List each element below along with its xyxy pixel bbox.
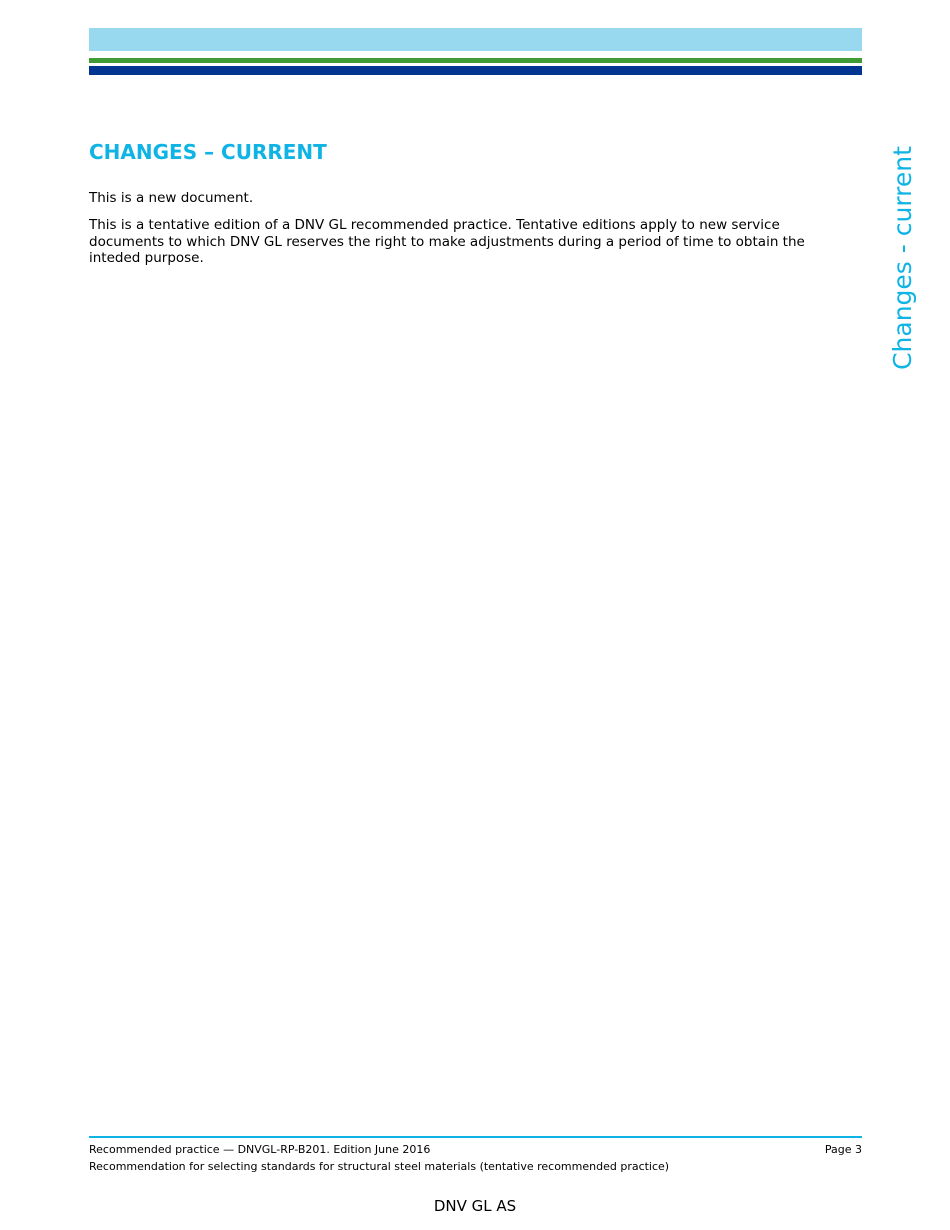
footer-rule [89,1136,862,1138]
side-tab-label: Changes - current [888,146,917,370]
header-band-light-blue [89,28,862,51]
header-band-green [89,58,862,63]
footer-doc-line: Recommended practice — DNVGL-RP-B201. Edition June 2016 [89,1143,431,1156]
footer-title-line: Recommendation for selecting standards for structural steel materials (tentative recommended practice) [89,1160,670,1173]
footer-page-number: Page 3 [824,1143,862,1156]
paragraph-tentative-edition: This is a tentative edition of a DNV GL recommended practice. Tentative editions apply to new service documents to which DNV GL reserves the right to make adjustments during a period of time to obtain the inteded purpose. [89,217,805,266]
header-band-navy [89,66,862,75]
company-name: DNV GL AS [433,1197,517,1215]
section-heading: CHANGES – CURRENT [89,140,327,164]
paragraph-new-document: This is a new document. [89,190,254,206]
